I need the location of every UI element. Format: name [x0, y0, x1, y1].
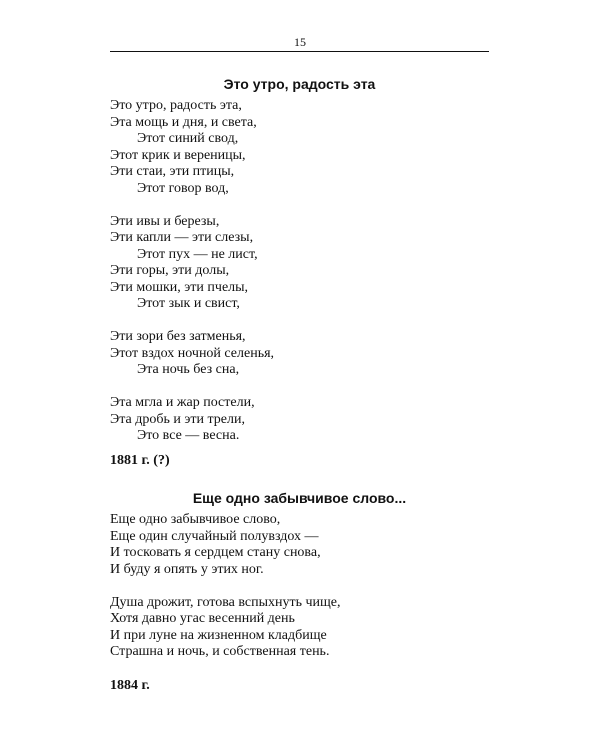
verse-line: Этот вздох ночной селенья,: [110, 345, 275, 361]
poem-date: 1881 г. (?): [110, 453, 170, 468]
verse-line: И при луне на жизненном кладбище: [110, 627, 327, 643]
header-rule: [110, 51, 489, 52]
verse-line: Хотя давно угас весенний день: [110, 611, 295, 626]
stanza: [110, 512, 490, 578]
verse-line: Эти стаи, эти птицы,: [110, 164, 235, 179]
stanza: [110, 98, 490, 197]
verse-line: Эти зори без затменья,: [110, 329, 246, 344]
verse-line: Это все — весна.: [137, 428, 240, 443]
verse-line: Этот синий свод,: [137, 131, 239, 146]
poem-body: [110, 98, 490, 445]
poem-date: 1884 г.: [110, 678, 150, 693]
stanza: [110, 595, 490, 661]
verse-line: Это утро, радость эта,: [110, 98, 242, 113]
verse-line: Эта дробь и эти трели,: [110, 411, 245, 427]
verse-line: И буду я опять у этих ног.: [110, 561, 264, 577]
verse-line: Этот крик и вереницы,: [110, 147, 246, 163]
stanza: [110, 214, 490, 313]
verse-line: Эта ночь без сна,: [137, 362, 240, 377]
stanza: [110, 329, 490, 379]
verse-line: Еще одно забывчивое слово,: [110, 512, 281, 527]
verse-line: Душа дрожит, готова вспыхнуть чище,: [110, 594, 341, 610]
poem-body: [110, 512, 490, 661]
verse-line: Эта мгла и жар постели,: [110, 395, 255, 410]
verse-line: Эти мошки, эти пчелы,: [110, 279, 249, 295]
verse-line: И тосковать я сердцем стану снова,: [110, 545, 321, 560]
verse-line: Этот зык и свист,: [137, 296, 240, 311]
verse-line: Этот говор вод,: [137, 180, 229, 196]
verse-line: Страшна и ночь, и собственная тень.: [110, 644, 330, 659]
verse-line: Эти горы, эти долы,: [110, 263, 230, 278]
page-number: 15: [294, 35, 306, 49]
verse-line: Эти ивы и березы,: [110, 213, 220, 229]
verse-line: Эти капли — эти слезы,: [110, 230, 254, 245]
poem-title: Это утро, радость эта: [223, 76, 376, 92]
verse-line: Этот пух — не лист,: [137, 246, 258, 262]
poem-title: Еще одно забывчивое слово...: [192, 490, 407, 506]
stanza: [110, 395, 490, 445]
verse-line: Эта мощь и дня, и света,: [110, 114, 257, 130]
verse-line: Еще один случайный полувздох —: [110, 528, 319, 544]
